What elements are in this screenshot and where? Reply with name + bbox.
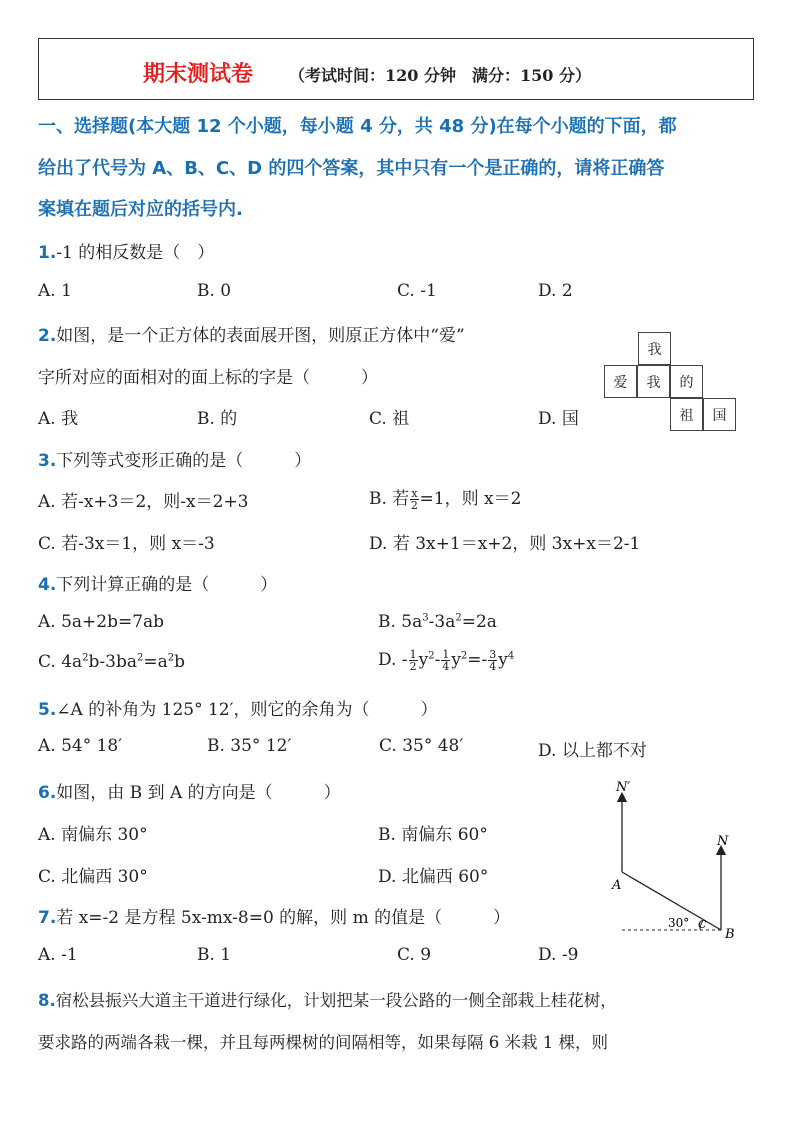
denominator: 4 [489,660,497,673]
question-number: 3. [38,451,57,471]
option-a: A. 54° 18′ [38,736,123,756]
expr-part: -3a [428,612,456,632]
question-text: 下列等式变形正确的是（ ） [56,451,312,471]
section-line-1: 一、选择题(本大题 12 个小题，每小题 4 分，共 48 分)在每个小题的下面，都 [38,116,677,137]
denominator: 2 [410,499,418,512]
label-angle: 30° [668,916,690,930]
option-c: C. 9 [397,945,432,965]
label-a: A [612,878,622,893]
fraction [409,649,418,672]
option-b-suffix: =1，则 x＝2 [419,489,522,509]
denominator: 4 [442,660,450,673]
option-b [369,484,521,511]
net-cell-middle: 我 [637,365,670,398]
option-c: C. 若-3x＝1，则 x＝-3 [38,534,215,554]
option-c: C. 北偏西 30° [38,867,148,887]
option-b: B. 1 [197,945,232,965]
option-d: D. 国 [538,409,579,429]
option-d: D. 以上都不对 [538,741,647,761]
option-a: A. 南偏东 30° [38,825,148,845]
question-3 [38,446,311,471]
section-line-2: 给出了代号为 A、B、C、D 的四个答案，其中只有一个是正确的，请将正确答 [38,158,665,179]
option-c: C. 35° 48′ [379,736,464,756]
fraction [488,649,497,672]
expr-part: y [498,650,508,670]
option-d [378,649,514,672]
label-n: N [717,834,729,849]
net-cell-bottom-1: 祖 [670,398,703,431]
question-text: 下列计算正确的是（ ） [56,575,278,595]
exponent: 2 [137,652,144,664]
option-c: C. 祖 [369,409,410,429]
exponent: 2 [167,652,175,664]
question-1 [38,238,214,263]
question-text: 如图，是一个正方体的表面展开图，则原正方体中“爱” [56,326,465,346]
direction-figure [600,775,750,950]
option-b-prefix: B. 若 [369,489,410,509]
expr-part: =a [143,652,168,672]
option-a: A. -1 [38,945,78,965]
question-text: -1 的相反数是（ ） [56,243,215,263]
question-number: 2. [38,326,57,346]
question-text: 若 x=-2 是方程 5x-mx-8=0 的解，则 m 的值是（ ） [56,908,511,928]
title-box [38,38,754,100]
denominator: 2 [409,660,417,673]
question-2 [38,321,465,346]
question-number: 7. [38,908,57,928]
question-5 [38,695,437,720]
label-c: C [698,918,707,931]
numerator: 1 [442,648,450,661]
fraction [410,488,418,511]
option-d: D. 若 3x+1＝x+2，则 3x+x＝2-1 [369,534,641,554]
net-cell-bottom-2: 国 [703,398,736,431]
question-number: 6. [38,783,57,803]
option-a: A. 1 [38,281,72,301]
expr-part: =2a [461,612,497,632]
option-d: D. 2 [538,281,573,301]
expr-part: b [174,652,186,672]
option-a: A. 我 [38,409,79,429]
question-8-line-2: 要求路的两端各栽一棵，并且每两棵树的间隔相等，如果每隔 6 米栽 1 棵，则 [38,1033,608,1052]
numerator: 1 [409,648,417,661]
exam-info: （考试时间：120 分钟 满分：150 分） [289,66,591,85]
option-b: B. 35° 12′ [207,736,292,756]
expr-part: y [418,650,429,670]
expr-part: y [451,650,461,670]
exponent: 3 [422,612,429,624]
section-line-3: 案填在题后对应的括号内. [38,199,243,220]
net-cell-top: 我 [638,332,671,365]
exponent: 4 [507,650,515,662]
expr-part: B. 5a [378,612,423,632]
question-text: 宿松县振兴大道主干道进行绿化，计划把某一段公路的一侧全部栽上桂花树， [55,991,617,1010]
question-6 [38,778,341,803]
expr-part: D. - [378,650,408,670]
exponent: 2 [82,652,89,664]
expr-part: =- [467,650,488,670]
option-b: B. 0 [197,281,232,301]
option-b [378,612,497,632]
fraction [441,649,450,672]
option-d: D. 北偏西 60° [378,867,489,887]
net-cell-left: 爱 [604,365,637,398]
question-number: 1. [38,243,57,263]
expr-part: C. 4a [38,652,83,672]
option-b: B. 的 [197,409,238,429]
question-number: 8. [38,991,56,1010]
exponent: 2 [428,650,435,662]
option-a: A. 若-x+3＝2，则-x＝2+3 [38,492,249,512]
label-n-prime: N′ [616,780,631,795]
expr-part: - [434,650,441,670]
net-cell-right: 的 [670,365,703,398]
label-b: B [725,927,735,942]
option-c [38,652,185,672]
question-2-line-2: 字所对应的面相对的面上标的字是（ ） [38,368,378,388]
page-title: 期末测试卷 [143,62,254,87]
question-4 [38,570,277,595]
question-text: ∠A 的补角为 125° 12′，则它的余角为（ ） [56,700,438,720]
question-number: 4. [38,575,57,595]
option-a: A. 5a+2b=7ab [38,612,165,632]
exponent: 2 [455,612,462,624]
option-d: D. -9 [538,945,579,965]
question-8 [38,987,617,1011]
question-7 [38,903,510,928]
exponent: 2 [460,650,468,662]
question-text: 如图，由 B 到 A 的方向是（ ） [56,783,341,803]
numerator: x [411,487,418,500]
option-c: C. -1 [397,281,437,301]
expr-part: b-3ba [88,652,138,672]
question-number: 5. [38,700,57,720]
numerator: 3 [489,648,497,661]
option-b: B. 南偏东 60° [378,825,488,845]
